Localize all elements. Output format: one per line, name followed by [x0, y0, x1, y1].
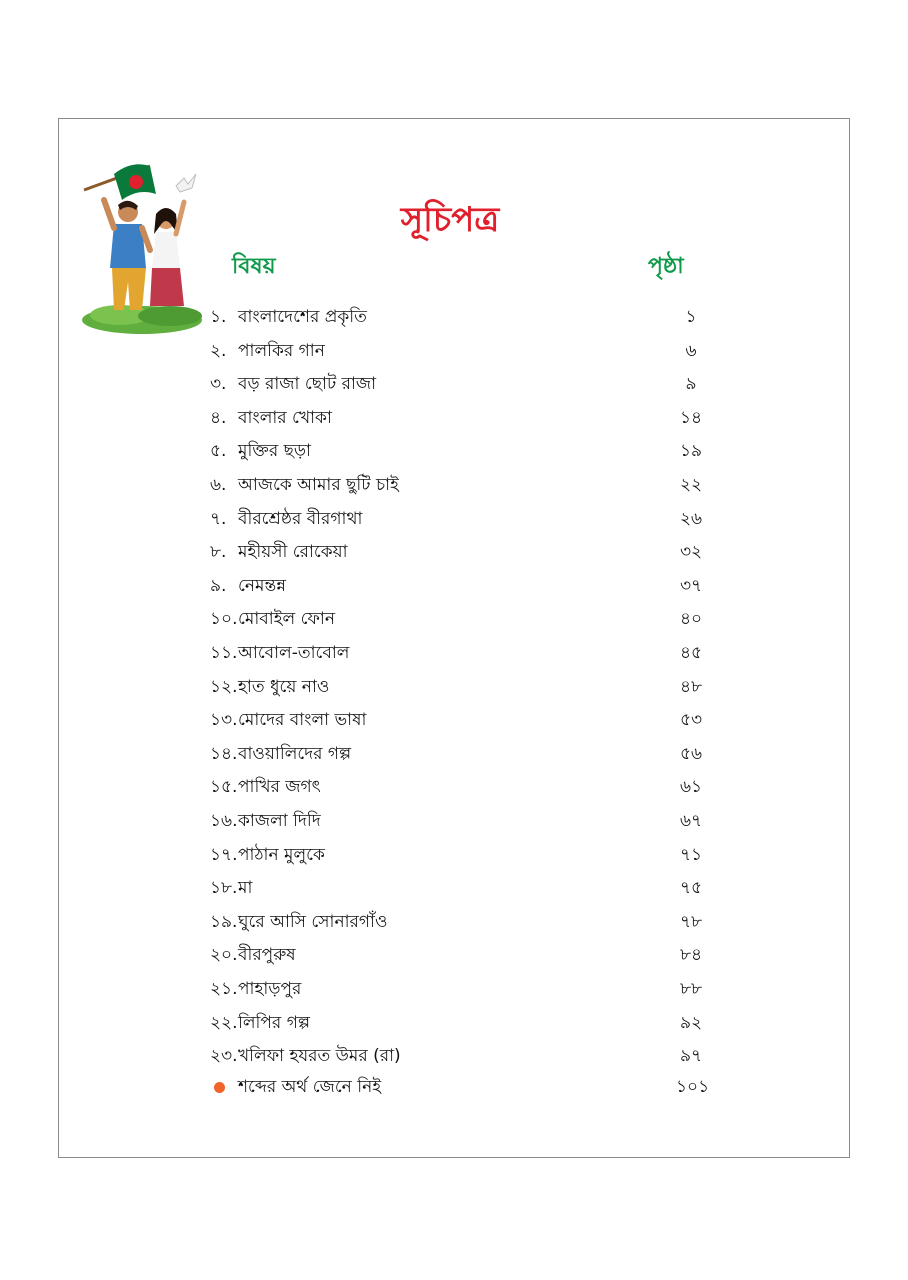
- entry-number: ৬.: [210, 475, 227, 495]
- entry-title: পাখির জগৎ: [238, 777, 321, 798]
- entry-title: মোদের বাংলা ভাষা: [238, 710, 367, 731]
- entry-title: মুক্তির ছড়া: [238, 441, 311, 462]
- entry-title: পালকির গান: [238, 340, 325, 361]
- entry-page-number: ৮৪: [679, 945, 703, 966]
- toc-entry[interactable]: [210, 638, 710, 668]
- toc-entry[interactable]: [210, 974, 710, 1004]
- entry-page-number: ৭৫: [679, 878, 703, 899]
- toc-entry[interactable]: [210, 873, 710, 903]
- page-title: সূচিপত্র: [400, 200, 500, 240]
- entry-title: লিপির গল্প: [238, 1012, 310, 1033]
- glossary-title: শব্দের অর্থ জেনে নিই: [238, 1077, 382, 1097]
- entry-title: বড় রাজা ছোট রাজা: [238, 374, 377, 395]
- entry-title: বাংলার খোকা: [238, 407, 332, 428]
- entry-title: মোবাইল ফোন: [238, 609, 335, 630]
- entry-page-number: ৯: [685, 374, 697, 395]
- entry-number: ১১.: [210, 643, 238, 663]
- entry-page-number: ৩৭: [679, 575, 703, 596]
- toc-entry[interactable]: [210, 504, 710, 534]
- entry-title: নেমন্তন্ন: [238, 575, 286, 596]
- toc-entry[interactable]: [210, 806, 710, 836]
- toc-entry[interactable]: [210, 604, 710, 634]
- entry-number: ২.: [210, 340, 227, 361]
- entry-page-number: ৭১: [679, 844, 703, 865]
- entry-number: ৪.: [210, 407, 227, 428]
- toc-glossary-entry[interactable]: [210, 1072, 710, 1102]
- toc-entry[interactable]: [210, 772, 710, 802]
- entry-title: খলিফা হযরত উমর (রা): [238, 1046, 401, 1067]
- toc-entry[interactable]: [210, 302, 710, 332]
- entry-number: ১৯.: [210, 911, 238, 932]
- entry-title: ঘুরে আসি সোনারগাঁও: [238, 911, 388, 932]
- entry-number: ১৫.: [210, 777, 238, 798]
- entry-title: বীরপুরুষ: [238, 945, 296, 966]
- entry-title: মা: [238, 878, 253, 899]
- toc-entry[interactable]: [210, 907, 710, 937]
- toc-entry[interactable]: [210, 739, 710, 769]
- toc-entry[interactable]: [210, 1041, 710, 1071]
- toc-entry[interactable]: [210, 940, 710, 970]
- entry-title: পাহাড়পুর: [238, 979, 302, 999]
- entry-title: মহীয়সী রোকেয়া: [238, 542, 348, 563]
- entry-number: ৮.: [210, 542, 227, 563]
- toc-entry[interactable]: [210, 369, 710, 399]
- entry-page-number: ৬৭: [679, 811, 703, 831]
- entry-number: ২৩.: [210, 1046, 238, 1067]
- entry-page-number: ৮৮: [679, 979, 703, 999]
- entry-page-number: ৫৩: [679, 710, 703, 731]
- entry-number: ২২.: [210, 1012, 238, 1033]
- toc-entry[interactable]: [210, 403, 710, 433]
- entry-number: ৭.: [210, 508, 227, 529]
- page-column-heading: পৃষ্ঠা: [648, 254, 684, 279]
- toc-entry[interactable]: [210, 1008, 710, 1038]
- entry-number: ২১.: [210, 979, 238, 999]
- entry-title: আজকে আমার ছুটি চাই: [238, 475, 399, 495]
- entry-page-number: ১৪: [679, 407, 703, 428]
- entry-page-number: ৬১: [679, 777, 703, 798]
- entry-title: পাঠান মুলুকে: [238, 844, 325, 865]
- entry-page-number: ৩২: [679, 542, 703, 563]
- entry-title: বীরশ্রেষ্ঠর বীরগাথা: [238, 508, 363, 529]
- toc-entry[interactable]: [210, 436, 710, 466]
- entry-number: ১৭.: [210, 844, 238, 865]
- entry-page-number: ১৯: [679, 441, 703, 462]
- entry-number: ৯.: [210, 575, 227, 596]
- entry-number: ১০.: [210, 609, 238, 630]
- entry-number: ১৬.: [210, 811, 238, 831]
- entry-number: ৩.: [210, 374, 227, 395]
- entry-page-number: ৯২: [679, 1012, 703, 1033]
- entry-number: ১৮.: [210, 878, 238, 899]
- entry-page-number: ৯৭: [679, 1046, 703, 1067]
- entry-title: বাওয়ালিদের গল্প: [238, 743, 352, 764]
- toc-entry[interactable]: [210, 571, 710, 601]
- entry-number: ১২.: [210, 676, 238, 697]
- entry-page-number: ৪৫: [679, 643, 703, 663]
- entry-page-number: ৬: [685, 340, 697, 361]
- entry-page-number: ৪০: [679, 609, 703, 630]
- entry-title: হাত ধুয়ে নাও: [238, 676, 330, 697]
- entry-page-number: ১: [685, 307, 697, 327]
- glossary-page-number: ১০১: [676, 1077, 710, 1097]
- subject-column-heading: বিষয়: [232, 254, 276, 279]
- entry-page-number: ৫৬: [679, 743, 703, 764]
- entry-page-number: ৭৮: [679, 911, 703, 932]
- entry-number: ১.: [210, 307, 227, 327]
- entry-title: কাজলা দিদি: [238, 811, 321, 831]
- toc-entry[interactable]: [210, 470, 710, 500]
- entry-number: ১৩.: [210, 710, 238, 731]
- entry-number: ২০.: [210, 945, 238, 966]
- entry-page-number: ৪৮: [679, 676, 703, 697]
- entry-title: আবোল-তাবোল: [238, 643, 350, 663]
- entry-number: ১৪.: [210, 743, 238, 764]
- toc-entry[interactable]: [210, 840, 710, 870]
- entry-number: ৫.: [210, 441, 227, 462]
- entry-page-number: ২৬: [679, 508, 703, 529]
- toc-entry[interactable]: [210, 537, 710, 567]
- entry-page-number: ২২: [679, 475, 703, 495]
- entry-title: বাংলাদেশের প্রকৃতি: [238, 307, 367, 327]
- toc-entry[interactable]: [210, 336, 710, 366]
- toc-entry[interactable]: [210, 705, 710, 735]
- bullet-dot-icon: [214, 1082, 225, 1093]
- toc-entry[interactable]: [210, 672, 710, 702]
